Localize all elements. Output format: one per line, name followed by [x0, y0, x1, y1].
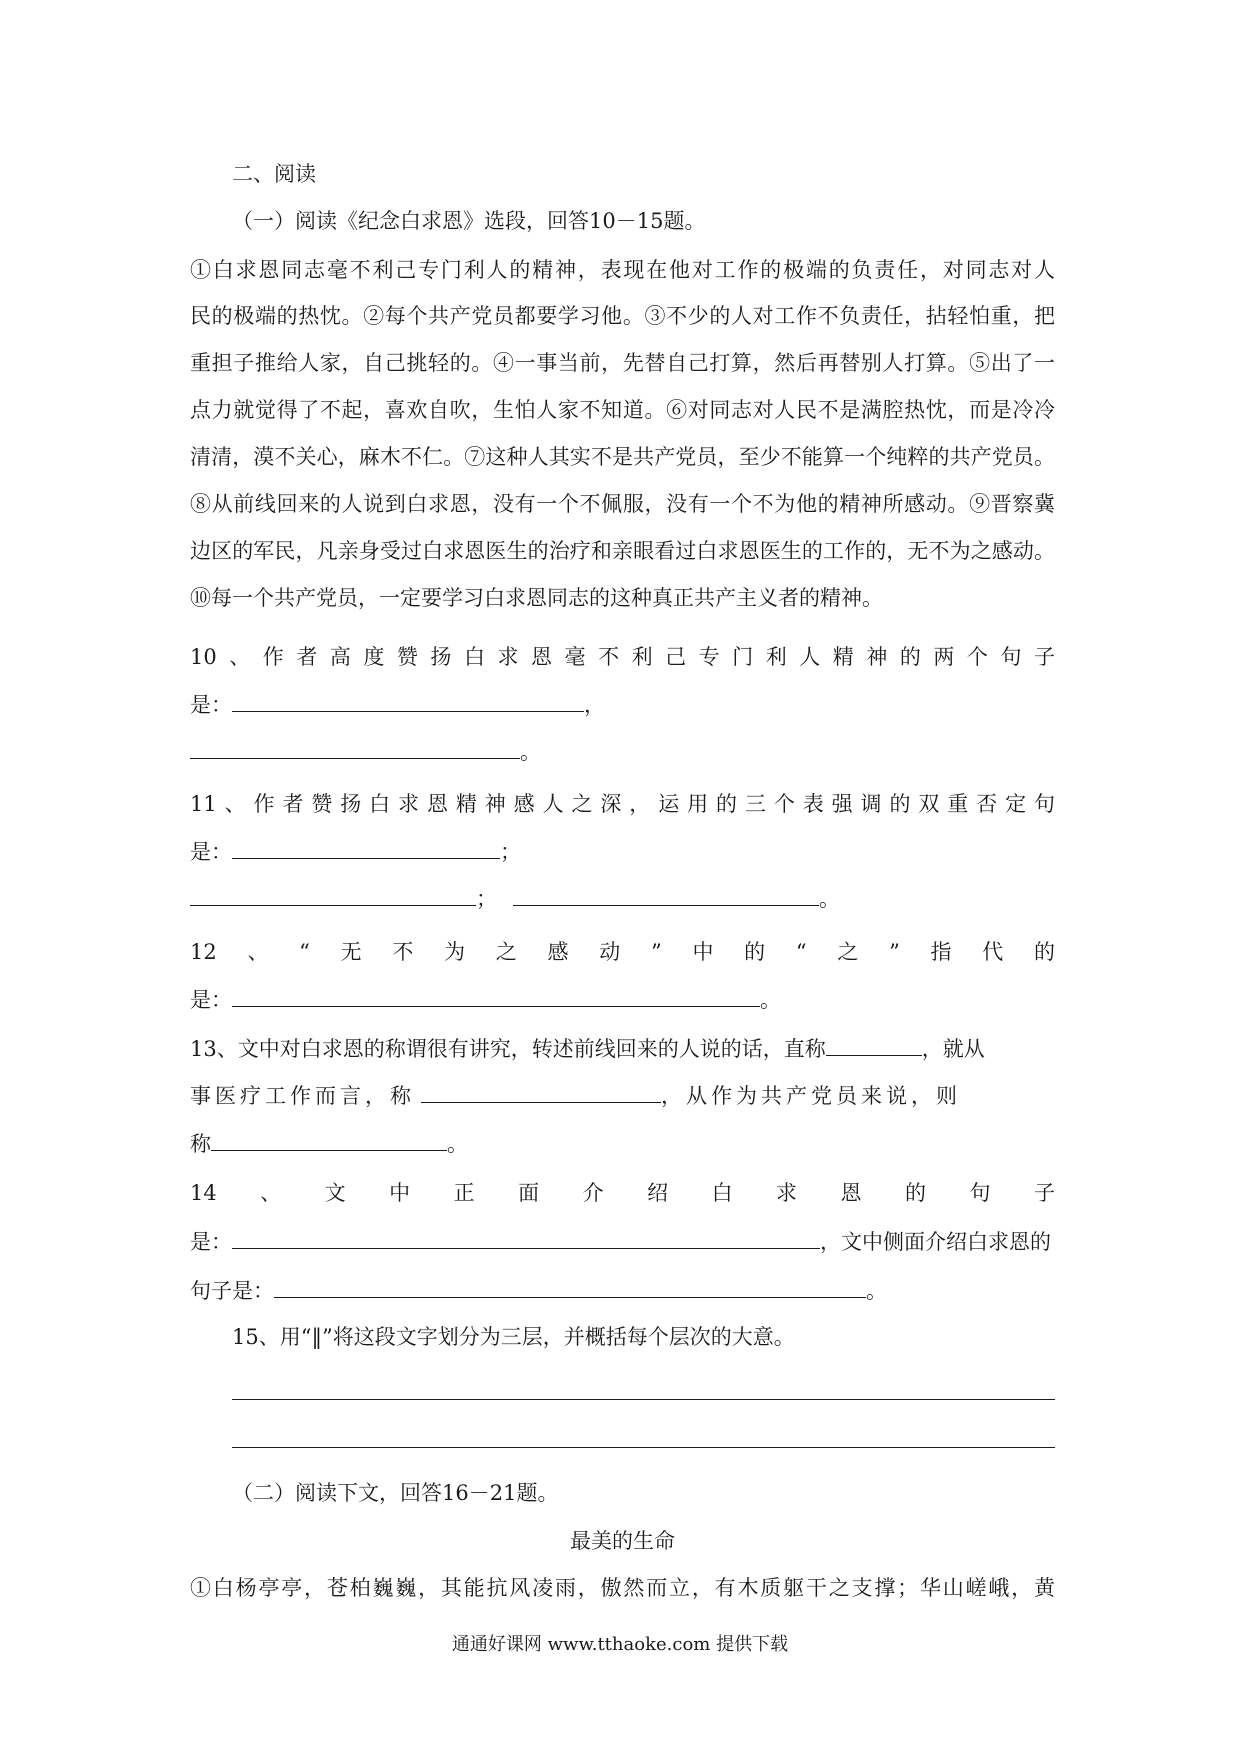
question-11-answer-line-2	[190, 883, 1055, 914]
question-13-line-2	[190, 1080, 1055, 1111]
prefix: 是：	[190, 988, 232, 1012]
question-11-answer-line	[190, 836, 1055, 867]
prefix: 句子是：	[190, 1279, 274, 1303]
punct: ；	[476, 887, 497, 911]
punct: 。	[866, 1279, 887, 1303]
answer-blank[interactable]	[826, 1033, 922, 1056]
passage-line: 民的极端的热忱。②每个共产党员都要学习他。③不少的人对工作不负责任，拈轻怕重，把	[190, 304, 1055, 328]
answer-blank[interactable]	[211, 1128, 447, 1151]
punct: 。	[760, 988, 781, 1012]
punct: 。	[819, 887, 840, 911]
prefix: 事医疗工作而言，称	[190, 1084, 415, 1108]
answer-blank[interactable]	[232, 984, 760, 1007]
punct: ，就从	[921, 1037, 985, 1061]
part2-intro: （二）阅读下文，回答16－21题。	[232, 1481, 559, 1505]
answer-blank[interactable]	[513, 883, 819, 906]
page-footer: 通通好课网 www.tthaoke.com 提供下载	[451, 1634, 789, 1655]
passage-line: ①白求恩同志毫不利己专门利人的精神，表现在他对工作的极端的负责任，对同志对人	[190, 258, 1055, 282]
suffix: ，文中侧面介绍白求恩的	[820, 1230, 1051, 1254]
prefix: 是：	[190, 693, 232, 717]
punct: ；	[500, 840, 521, 864]
question-10-answer-line	[190, 689, 1055, 720]
answer-blank[interactable]	[190, 736, 520, 759]
question-12-answer-line	[190, 984, 1055, 1015]
question-10-answer-line-2	[190, 736, 1055, 767]
question-14-text: 14、文中正面介绍白求恩的句子	[190, 1181, 1055, 1205]
answer-blank[interactable]	[232, 836, 500, 859]
passage-line: ⑩每一个共产党员，一定要学习白求恩同志的这种真正共产主义者的精神。	[190, 586, 883, 610]
passage-line: 边区的军民，凡亲身受过白求恩医生的治疗和亲眼看过白求恩医生的工作的，无不为之感动。	[190, 539, 1055, 563]
passage-line: 点力就觉得了不起，喜欢自吹，生怕人家不知道。⑥对同志对人民不是满腔热忱，而是冷冷	[190, 398, 1055, 422]
question-14-answer-line	[190, 1226, 1055, 1257]
prefix: 是：	[190, 1230, 232, 1254]
question-15-text: 15、用“‖”将这段文字划分为三层，并概括每个层次的大意。	[232, 1325, 795, 1349]
question-13-text: 13、文中对白求恩的称谓很有讲究，转述前线回来的人说的话，直称	[190, 1037, 826, 1061]
article-title: 最美的生命	[570, 1529, 675, 1553]
answer-blank[interactable]	[232, 1226, 820, 1249]
answer-blank[interactable]	[190, 883, 476, 906]
passage-line: 清清，漠不关心，麻木不仁。⑦这种人其实不是共产党员，至少不能算一个纯粹的共产党员。	[190, 445, 1055, 469]
suffix: ，从作为共产党员来说，则	[661, 1084, 961, 1108]
question-10-text: 10、作者高度赞扬白求恩毫不利己专门利人精神的两个句子	[190, 645, 1055, 669]
punct: 。	[447, 1132, 468, 1156]
answer-rule[interactable]	[232, 1447, 1055, 1448]
question-13-line-1	[190, 1033, 1055, 1064]
question-11-text: 11、作者赞扬白求恩精神感人之深，运用的三个表强调的双重否定句	[190, 792, 1055, 816]
prefix: 是：	[190, 840, 232, 864]
part1-intro: （一）阅读《纪念白求恩》选段，回答10－15题。	[232, 209, 706, 233]
prefix: 称	[190, 1132, 211, 1156]
punct: 。	[520, 740, 541, 764]
answer-blank[interactable]	[274, 1275, 866, 1298]
question-12-text: 12、“无不为之感动”中的“之”指代的	[190, 940, 1055, 964]
punct: ，	[584, 693, 605, 717]
question-13-line-3	[190, 1128, 1055, 1159]
section-heading: 二、阅读	[232, 162, 316, 186]
article-first-line: ①白杨亭亭，苍柏巍巍，其能抗风凌雨，傲然而立，有木质躯干之支撑；华山嵯峨，黄	[190, 1576, 1055, 1600]
answer-blank[interactable]	[232, 689, 584, 712]
question-14-answer-line-2	[190, 1275, 1055, 1306]
passage-line: 重担子推给人家，自己挑轻的。④一事当前，先替自己打算，然后再替别人打算。⑤出了一	[190, 351, 1055, 375]
answer-rule[interactable]	[232, 1399, 1055, 1400]
passage-line: ⑧从前线回来的人说到白求恩，没有一个不佩服，没有一个不为他的精神所感动。⑨晋察冀	[190, 492, 1055, 516]
answer-blank[interactable]	[421, 1080, 661, 1103]
